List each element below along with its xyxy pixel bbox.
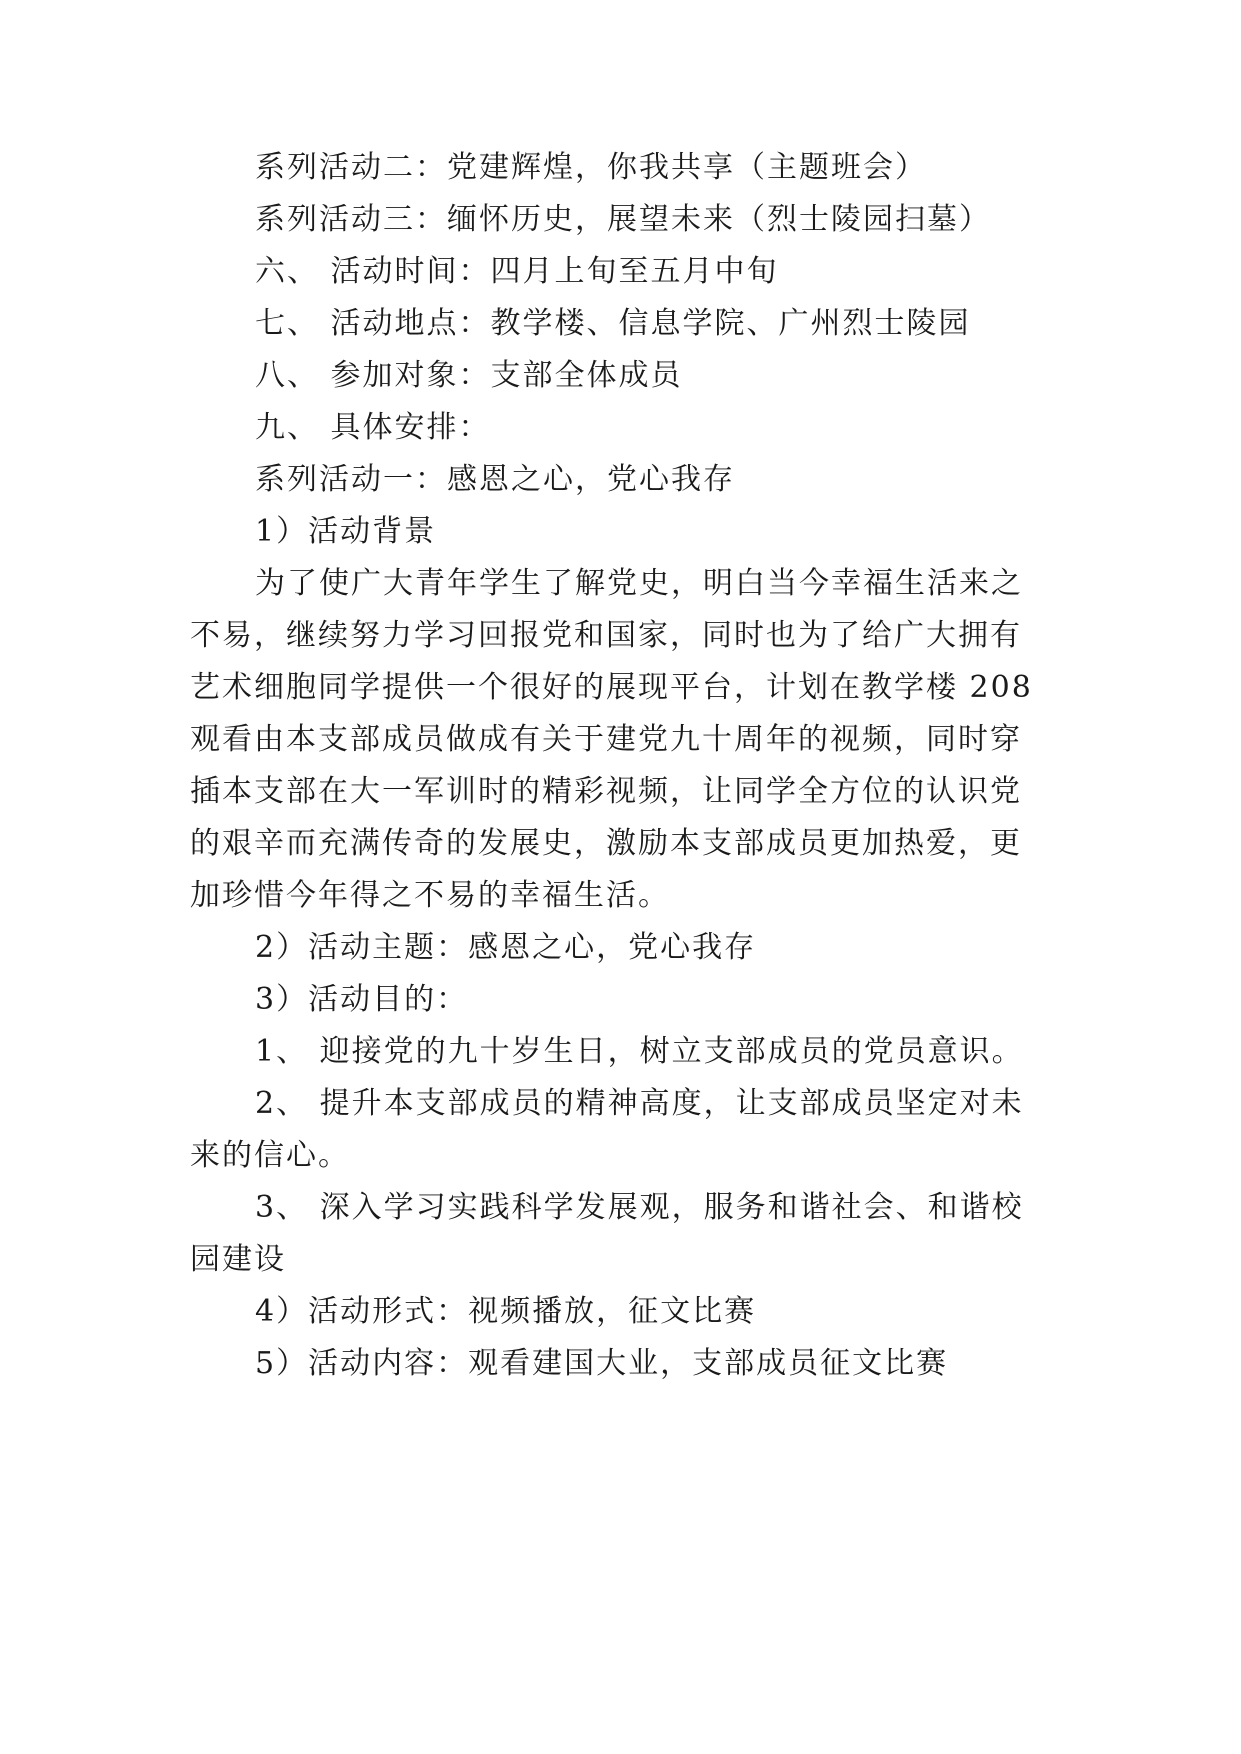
text-line: 3、 深入学习实践科学发展观，服务和谐社会、和谐校 — [255, 1190, 1024, 1225]
text-line: 3）活动目的： — [255, 982, 469, 1017]
text-line: 观看由本支部成员做成有关于建党九十周年的视频，同时穿 — [190, 722, 1022, 757]
text-line: 加珍惜今年得之不易的幸福生活。 — [190, 878, 670, 913]
text-line: 系列活动三：缅怀历史，展望未来（烈士陵园扫墓） — [255, 202, 991, 237]
text-line: 插本支部在大一军训时的精彩视频，让同学全方位的认识党 — [190, 774, 1022, 809]
text-line: 系列活动一：感恩之心，党心我存 — [255, 462, 735, 497]
text-line: 不易，继续努力学习回报党和国家，同时也为了给广大拥有 — [190, 618, 1022, 653]
text-line: 1、 迎接党的九十岁生日，树立支部成员的党员意识。 — [255, 1034, 1024, 1069]
text-line: 5）活动内容：观看建国大业，支部成员征文比赛 — [255, 1346, 949, 1381]
text-line: 为了使广大青年学生了解党史，明白当今幸福生活来之 — [255, 566, 1023, 601]
text-line: 七、 活动地点：教学楼、信息学院、广州烈士陵园 — [255, 306, 971, 341]
text-line: 八、 参加对象：支部全体成员 — [255, 358, 683, 393]
text-line: 1）活动背景 — [255, 514, 437, 549]
text-line: 系列活动二：党建辉煌，你我共享（主题班会） — [255, 150, 927, 185]
text-line: 九、 具体安排： — [255, 410, 491, 445]
text-line: 六、 活动时间：四月上旬至五月中旬 — [255, 254, 779, 289]
text-line: 的艰辛而充满传奇的发展史，激励本支部成员更加热爱，更 — [190, 826, 1022, 861]
text-line: 2、 提升本支部成员的精神高度，让支部成员坚定对未 — [255, 1086, 1024, 1121]
text-line: 2）活动主题：感恩之心，党心我存 — [255, 930, 757, 965]
text-line: 来的信心。 — [190, 1138, 350, 1173]
text-line: 艺术细胞同学提供一个很好的展现平台，计划在教学楼 208 — [190, 670, 1033, 705]
text-line: 园建设 — [190, 1242, 286, 1277]
text-line: 4）活动形式：视频播放，征文比赛 — [255, 1294, 757, 1329]
